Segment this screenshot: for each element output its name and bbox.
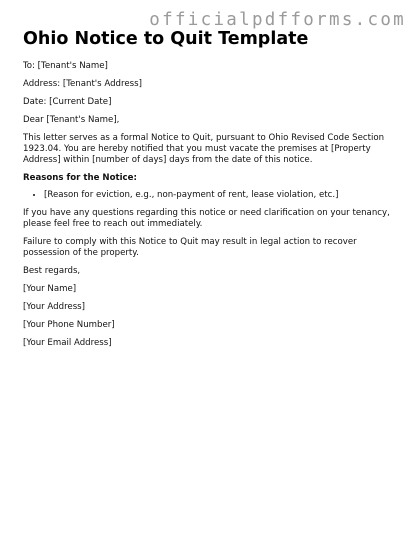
date-line: Date: [Current Date]	[23, 97, 112, 107]
intro-paragraph: This letter serves as a formal Notice to Quit, pursuant to Ohio Revised Code Section 1923.04. You are hereby notified that you must vacate the premises at [Property Address] within [number of days] days from the date of this notice.	[23, 133, 385, 165]
sender-phone: [Your Phone Number]	[23, 320, 115, 330]
closing: Best regards,	[23, 266, 81, 276]
recipient-address-line: Address: [Tenant's Address]	[23, 79, 142, 89]
sender-email: [Your Email Address]	[23, 338, 112, 348]
failure-paragraph: Failure to comply with this Notice to Quit may result in legal action to recover possession of the property.	[23, 237, 357, 258]
reasons-list	[23, 190, 403, 201]
salutation: Dear [Tenant's Name],	[23, 115, 120, 125]
recipient-name-line: To: [Tenant's Name]	[23, 61, 108, 71]
reasons-heading: Reasons for the Notice:	[23, 173, 137, 183]
letter-body	[23, 61, 403, 356]
sender-address: [Your Address]	[23, 302, 86, 312]
page-title: Ohio Notice to Quit Template	[23, 29, 309, 49]
sender-name: [Your Name]	[23, 284, 77, 294]
watermark: officialpdfforms.com	[149, 10, 406, 30]
reason-item: • [Reason for eviction, e.g., non-payment of rent, lease violation, etc.]	[44, 190, 403, 201]
questions-paragraph: If you have any questions regarding this notice or need clarification on your tenancy, please feel free to reach out immediately.	[23, 208, 390, 229]
